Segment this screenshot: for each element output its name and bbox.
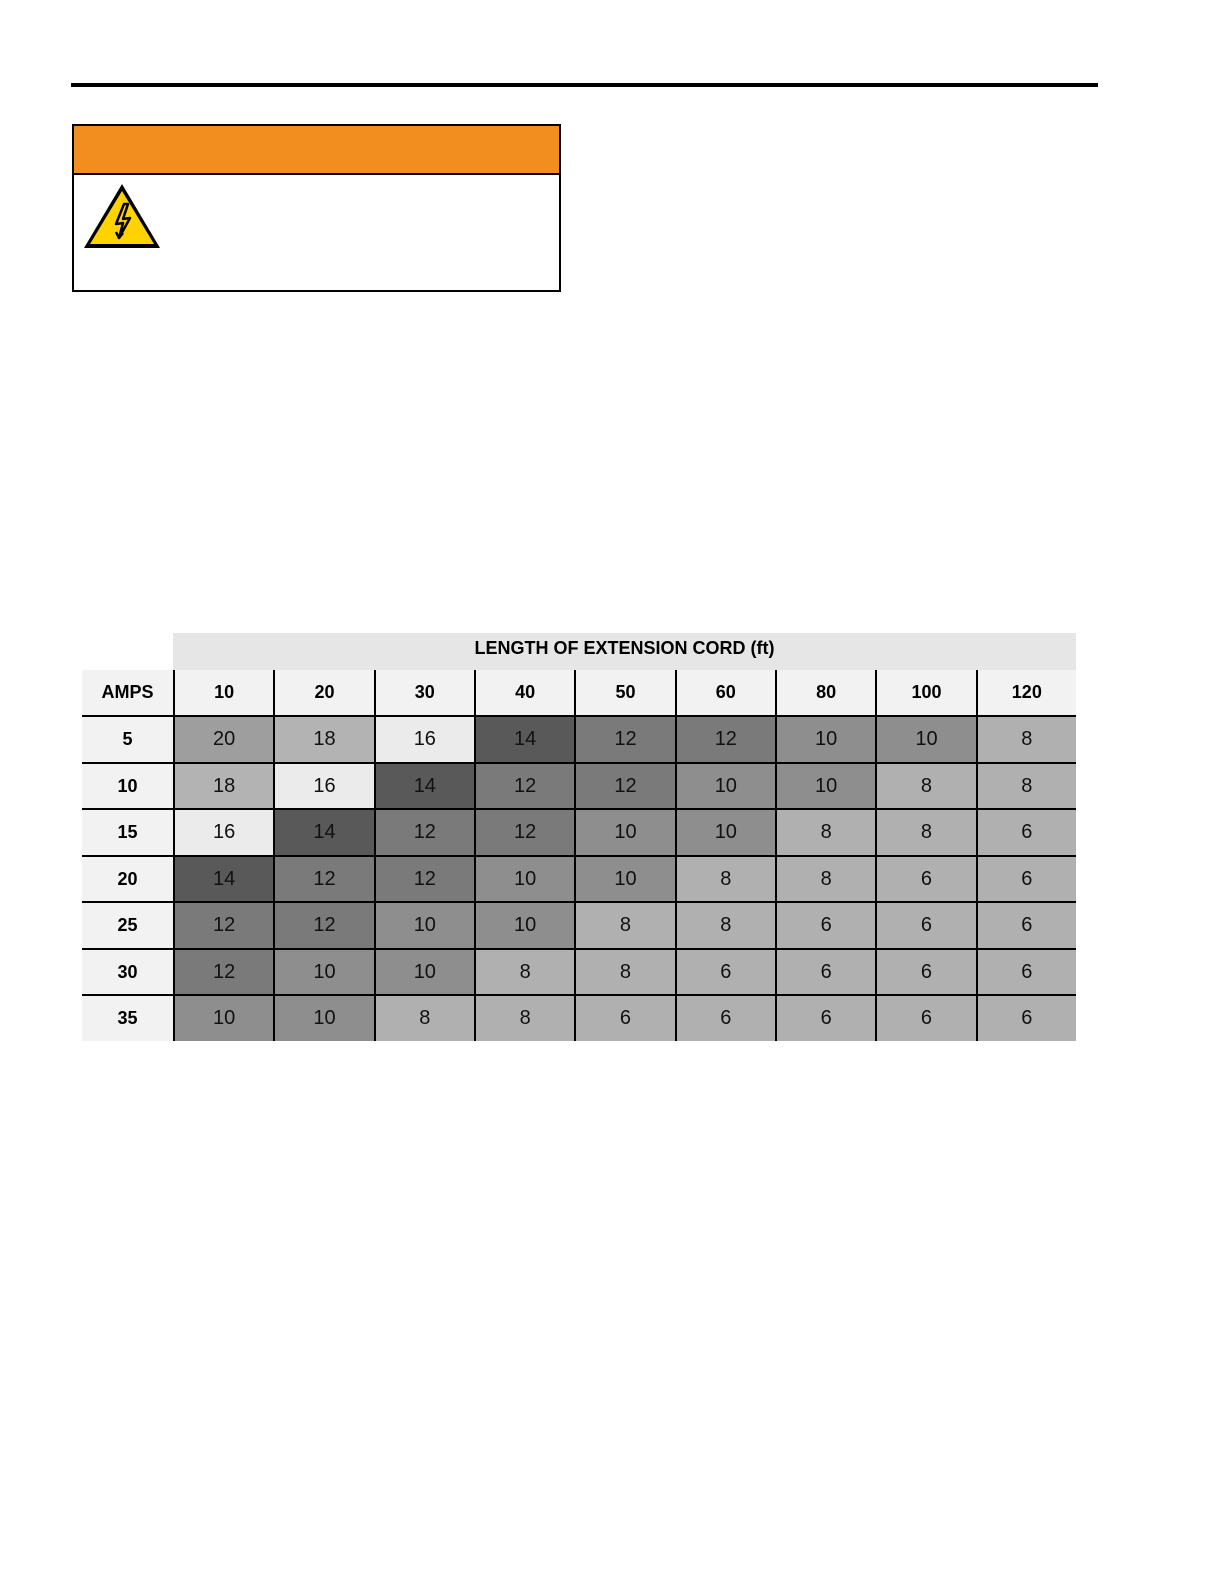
gauge-cell: 12: [273, 855, 373, 902]
gauge-cell: 8: [976, 715, 1076, 762]
gauge-cell: 6: [976, 808, 1076, 855]
gauge-cell: 6: [775, 901, 875, 948]
gauge-cell: 10: [775, 762, 875, 809]
gauge-cell: 14: [474, 715, 574, 762]
length-column-header: 100: [875, 670, 975, 715]
gauge-cell: 12: [474, 808, 574, 855]
gauge-cell: 6: [675, 994, 775, 1041]
gauge-cell: 10: [474, 855, 574, 902]
amps-row-label: 30: [82, 948, 173, 995]
gauge-cell: 16: [374, 715, 474, 762]
length-column-header: 30: [374, 670, 474, 715]
gauge-cell: 8: [976, 762, 1076, 809]
gauge-cell: 10: [173, 994, 273, 1041]
gauge-cell: 12: [574, 762, 674, 809]
gauge-cell: 12: [374, 855, 474, 902]
gauge-cell: 8: [775, 855, 875, 902]
gauge-cell: 10: [374, 901, 474, 948]
warning-box: [72, 124, 561, 292]
gauge-cell: 6: [574, 994, 674, 1041]
length-column-header: 120: [976, 670, 1076, 715]
gauge-cell: 10: [574, 855, 674, 902]
amps-row-label: 20: [82, 855, 173, 902]
gauge-cell: 12: [173, 901, 273, 948]
gauge-cell: 8: [474, 994, 574, 1041]
gauge-cell: 6: [875, 948, 975, 995]
gauge-cell: 8: [574, 901, 674, 948]
gauge-cell: 16: [273, 762, 373, 809]
amps-row-label: 15: [82, 808, 173, 855]
gauge-cell: 18: [273, 715, 373, 762]
gauge-cell: 6: [875, 994, 975, 1041]
gauge-cell: 6: [875, 901, 975, 948]
length-column-header: 60: [675, 670, 775, 715]
length-column-header: 20: [273, 670, 373, 715]
gauge-cell: 10: [875, 715, 975, 762]
gauge-cell: 6: [775, 994, 875, 1041]
length-column-header: 50: [574, 670, 674, 715]
electrical-hazard-icon: [82, 182, 162, 252]
gauge-cell: 10: [474, 901, 574, 948]
gauge-cell: 6: [775, 948, 875, 995]
length-header: LENGTH OF EXTENSION CORD (ft): [173, 633, 1076, 670]
gauge-cell: 20: [173, 715, 273, 762]
gauge-cell: 12: [675, 715, 775, 762]
gauge-cell: 6: [976, 901, 1076, 948]
gauge-cell: 18: [173, 762, 273, 809]
column-header-row: [82, 670, 1076, 715]
gauge-cell: 8: [875, 762, 975, 809]
length-column-header: 80: [775, 670, 875, 715]
amps-row-label: 25: [82, 901, 173, 948]
warning-header-bar: [74, 126, 559, 175]
gauge-cell: 14: [173, 855, 273, 902]
gauge-cell: 12: [173, 948, 273, 995]
gauge-cell: 10: [273, 948, 373, 995]
gauge-cell: 8: [474, 948, 574, 995]
amps-row-label: 35: [82, 994, 173, 1041]
gauge-cell: 10: [675, 762, 775, 809]
gauge-cell: 14: [273, 808, 373, 855]
gauge-cell: 12: [273, 901, 373, 948]
gauge-cell: 10: [775, 715, 875, 762]
gauge-cell: 8: [374, 994, 474, 1041]
gauge-cell: 6: [976, 948, 1076, 995]
gauge-cell: 8: [675, 901, 775, 948]
gauge-cell: 8: [574, 948, 674, 995]
gauge-cell: 10: [374, 948, 474, 995]
length-column-header: 10: [173, 670, 273, 715]
gauge-cell: 10: [574, 808, 674, 855]
gauge-cell: 8: [875, 808, 975, 855]
amps-header: AMPS: [82, 670, 173, 715]
gauge-cell: 14: [374, 762, 474, 809]
gauge-cell: 12: [474, 762, 574, 809]
gauge-cell: 10: [273, 994, 373, 1041]
length-column-header: 40: [474, 670, 574, 715]
top-rule: [71, 83, 1098, 87]
gauge-cell: 6: [875, 855, 975, 902]
gauge-cell: 6: [675, 948, 775, 995]
gauge-cell: 12: [374, 808, 474, 855]
gauge-cell: 16: [173, 808, 273, 855]
amps-row-label: 5: [82, 715, 173, 762]
gauge-cell: 8: [675, 855, 775, 902]
extension-cord-gauge-table: [82, 633, 1076, 1041]
amps-row-label: 10: [82, 762, 173, 809]
gauge-cell: 12: [574, 715, 674, 762]
gauge-cell: 6: [976, 855, 1076, 902]
gauge-cell: 10: [675, 808, 775, 855]
gauge-cell: 6: [976, 994, 1076, 1041]
gauge-cell: 8: [775, 808, 875, 855]
